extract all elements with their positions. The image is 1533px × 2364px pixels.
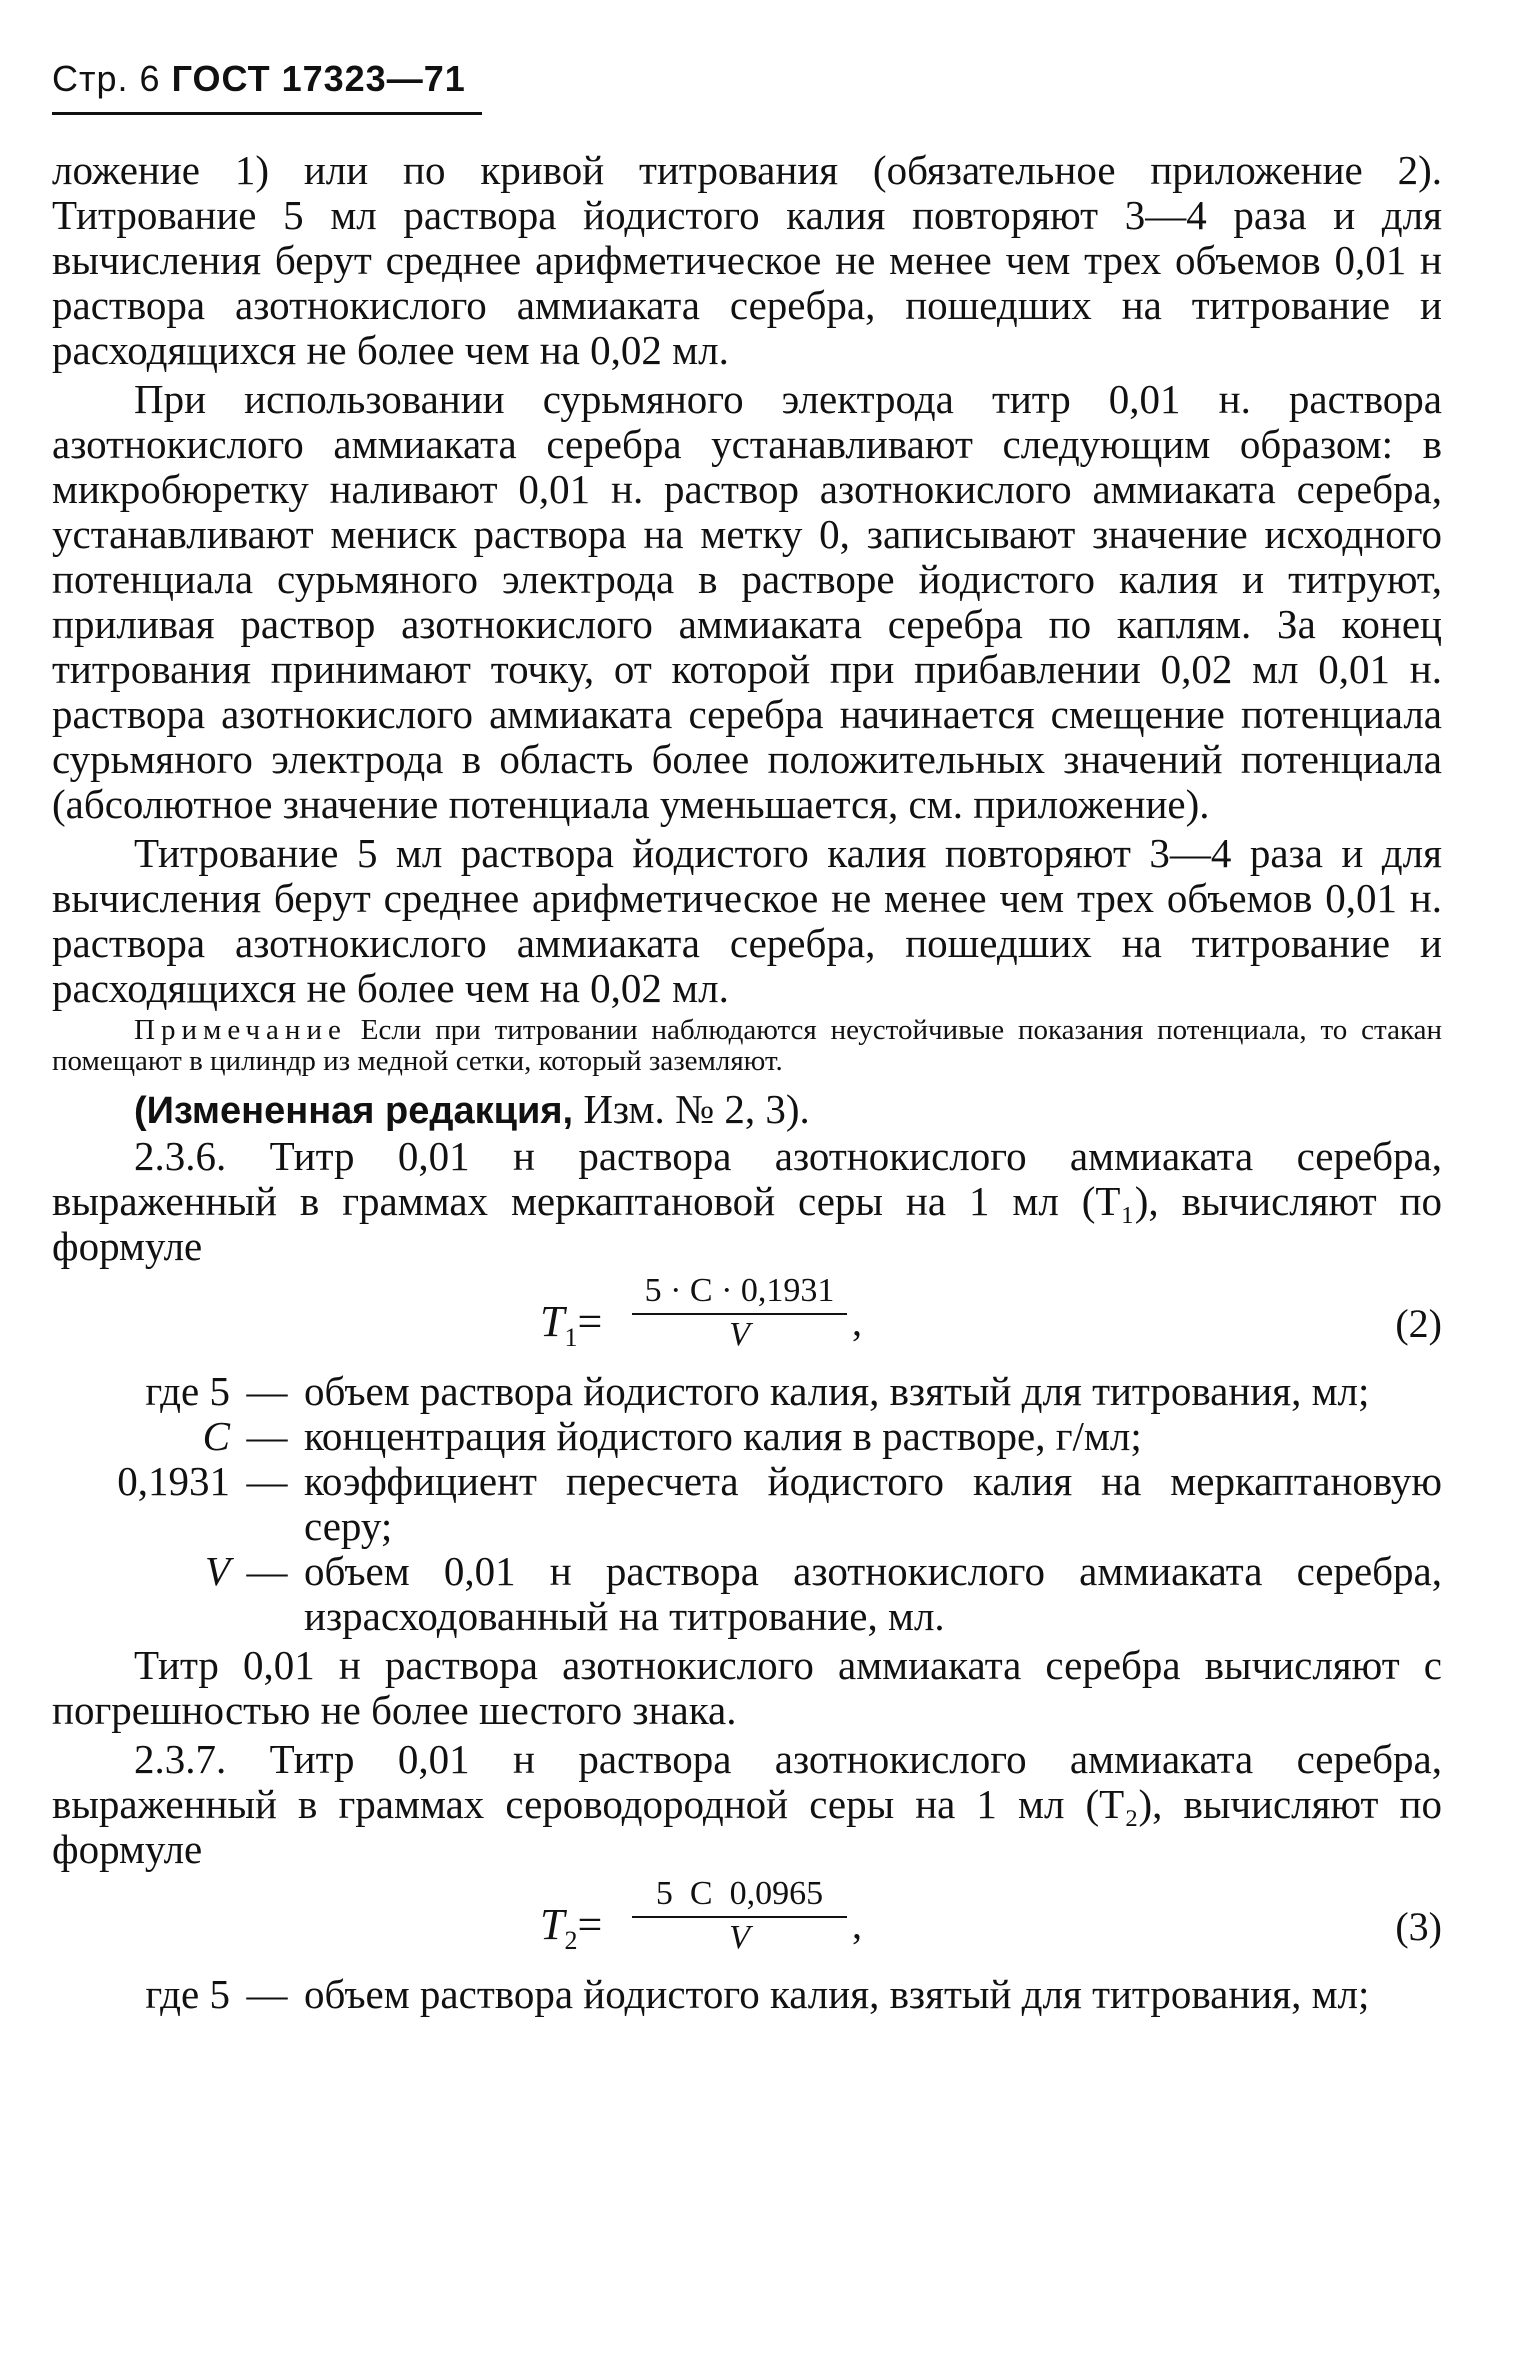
- formula-2-numerator: 5 · C · 0,1931: [632, 1271, 847, 1315]
- note-label: Примечание: [134, 1014, 347, 1046]
- header-rule: [52, 112, 482, 115]
- formula-2-number: (2): [1395, 1301, 1442, 1346]
- formula-3-lhs: $T_2=$: [540, 1900, 603, 1955]
- standard-code: ГОСТ 17323—71: [171, 58, 466, 99]
- paragraph-2-3-7: 2.3.7. Титр 0,01 н раствора азотнокислого аммиаката серебра, выраженный в граммах сероводородной серы на 1 мл (T₂), вычисляют по формуле: [52, 1736, 1442, 1872]
- page-number: Стр. 6: [52, 58, 161, 99]
- formula-2-lhs: $T_1=$: [540, 1297, 603, 1352]
- definition-item: где 5 — объем раствора йодистого калия, взятый для титрования, мл;: [145, 1368, 1370, 1414]
- body-text: [52, 148, 1442, 2017]
- definition-item: 0,1931 — коэффициент пересчета йодистого калия на меркаптановую серу;: [117, 1458, 1442, 1549]
- definitions-formula-3: [52, 1972, 1442, 2017]
- note-text: Если при титровании наблюдаются неустойчивые показания потенциала, то стакан помещают в цилиндр из медной сетки, который заземляют.: [52, 1014, 1442, 1077]
- paragraph-titration-repeat: Титрование 5 мл раствора йодистого калия повторяют 3—4 раза и для вычисления берут среднее арифметическое не менее чем трех объемов 0,01 н. раствора азотнокислого аммиаката серебра, пошедших на титрование и расходящихся не более чем на 0,02 мл.: [52, 830, 1442, 1011]
- definition-item: C — концентрация йодистого калия в растворе, г/мл;: [202, 1413, 1142, 1459]
- formula-3-fraction: [632, 1874, 847, 1958]
- formula-3-denominator: V: [729, 1919, 750, 1956]
- formula-3-number: (3): [1395, 1904, 1442, 1949]
- paragraph-titr-precision: Титр 0,01 н раствора азотнокислого аммиаката серебра вычисляют с погрешностью не более шестого знака.: [52, 1642, 1442, 1733]
- revised-edition-ref: Изм. № 2, 3).: [573, 1086, 810, 1132]
- revised-edition: [52, 1087, 1442, 1134]
- formula-3-numerator: 5 C 0,0965: [632, 1874, 847, 1918]
- definition-item: где 5 — объем раствора йодистого калия, взятый для титрования, мл;: [145, 1971, 1370, 2017]
- paragraph-continuation: ложение 1) или по кривой титрования (обязательное приложение 2). Титрование 5 мл раствора йодистого калия повторяют 3—4 раза и для вычисления берут среднее арифметическое не менее чем трех объемов 0,01 н раствора азотнокислого аммиаката серебра, пошедших на титрование и расходящихся не более чем на 0,02 мл.: [52, 147, 1442, 373]
- paragraph-antimony-electrode: При использовании сурьмяного электрода титр 0,01 н. раствора азотнокислого аммиаката серебра устанавливают следующим образом: в микробюретку наливают 0,01 н. раствор азотнокислого аммиаката серебра, устанавливают мениск раствора на метку 0, записывают значение исходного потенциала сурьмяного электрода в растворе йодистого калия и титруют, приливая раствор азотнокислого аммиаката серебра по каплям. За конец титрования принимают точку, от которой при прибавлении 0,02 мл 0,01 н. раствора азотнокислого аммиаката серебра начинается смещение потенциала сурьмяного электрода в область более положительных значений потенциала (абсолютное значение потенциала уменьшается, см. приложение).: [52, 376, 1442, 827]
- paragraph-2-3-6: 2.3.6. Титр 0,01 н раствора азотнокислого аммиаката серебра, выраженный в граммах меркаптановой серы на 1 мл (T₁), вычисляют по формуле: [52, 1133, 1442, 1269]
- definitions-formula-2: [52, 1369, 1442, 1639]
- definition-item: V — объем 0,01 н раствора азотнокислого аммиаката серебра, израсходованный на титрование, мл.: [204, 1548, 1442, 1639]
- revised-edition-label: (Измененная редакция,: [134, 1090, 574, 1132]
- formula-2: $T_1=$ $\frac{5 \cdot C \cdot 0,1931}{V}$ , (2): [52, 1269, 1442, 1369]
- page-header: [52, 58, 482, 100]
- note: [52, 1015, 1442, 1077]
- formula-3: $T_2=$ $\frac{5 C 0,0965}{V}$ , (3): [52, 1872, 1442, 1972]
- formula-2-fraction: [632, 1271, 847, 1355]
- formula-2-denominator: V: [729, 1316, 750, 1353]
